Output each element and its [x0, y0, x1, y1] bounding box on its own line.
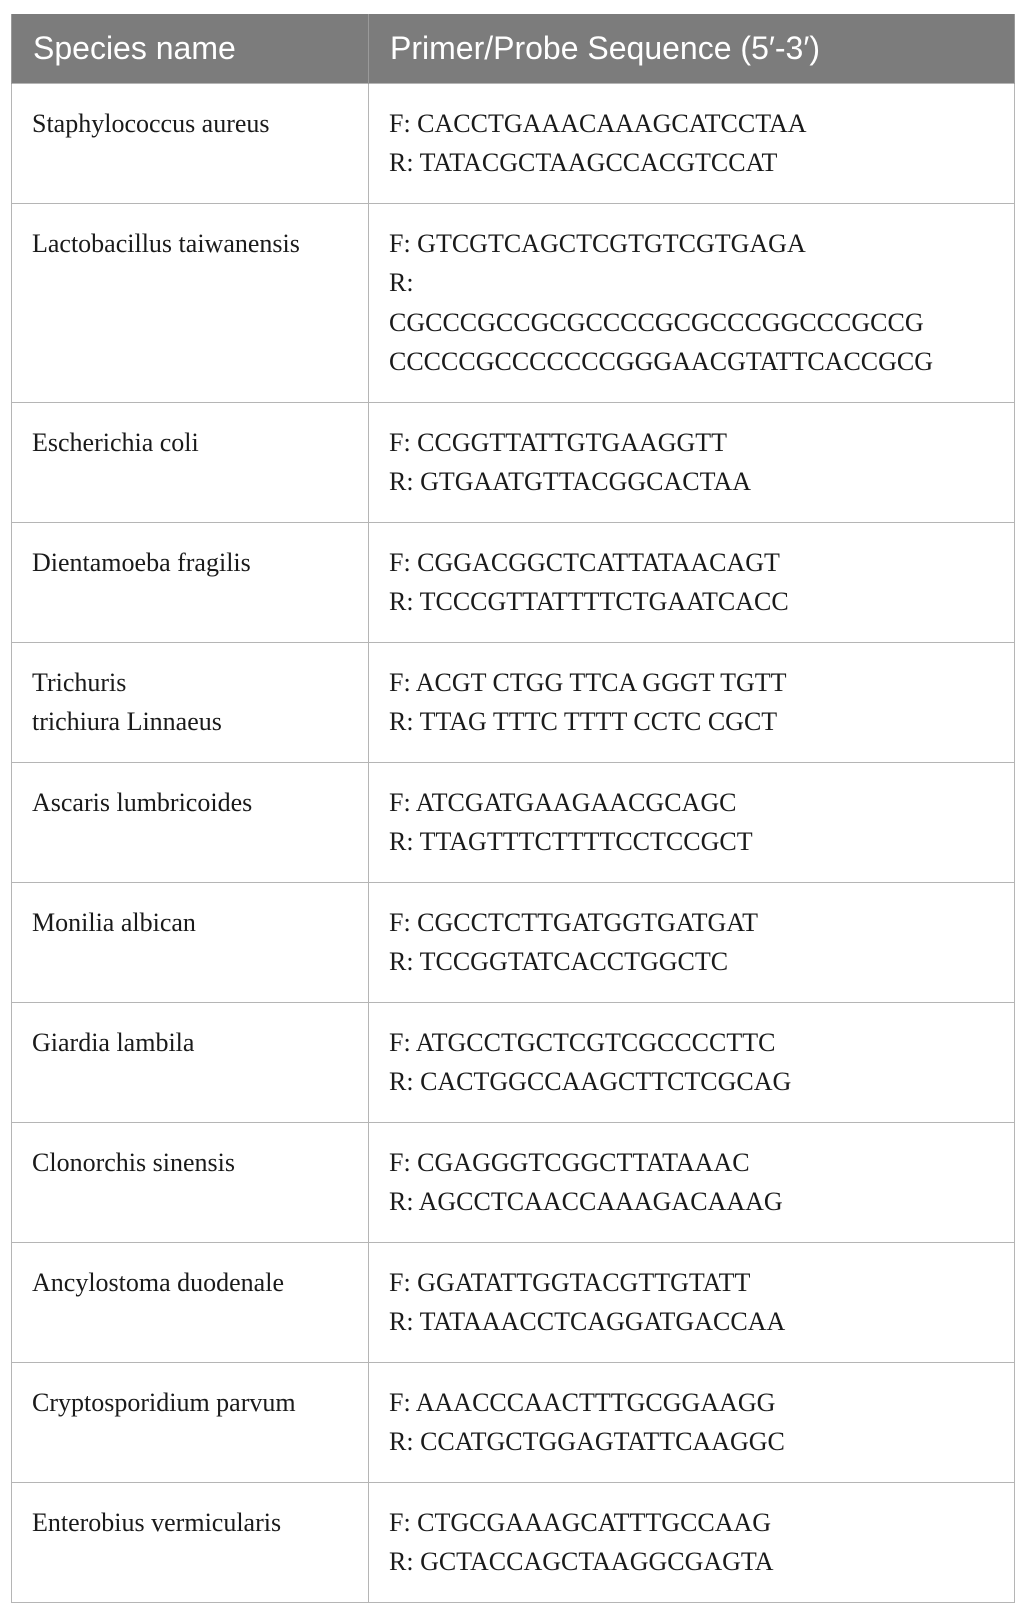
- table-row: [12, 1122, 1015, 1242]
- species-name-cell: [12, 882, 369, 1002]
- primer-sequence-line: R:: [389, 268, 414, 297]
- table-row: [12, 642, 1015, 762]
- species-name-text: Dientamoeba fragilis: [32, 547, 251, 577]
- species-name-cell: [12, 1482, 369, 1602]
- primer-sequence-line: F: CGCCTCTTGATGGTGATGAT: [389, 907, 759, 937]
- species-name-cell: [12, 762, 369, 882]
- primer-sequence-line: F: CGAGGGTCGGCTTATAAAC: [389, 1147, 750, 1177]
- primer-sequence-line: R: TTAG TTTC TTTT CCTC CGCT: [389, 707, 778, 736]
- species-name-text: Clonorchis sinensis: [32, 1147, 235, 1177]
- primer-sequence-cell: [369, 1242, 1015, 1362]
- species-name-text: Monilia albican: [32, 907, 196, 937]
- species-name-text: Escherichia coli: [32, 427, 199, 457]
- primer-sequence-cell: [369, 83, 1015, 203]
- table-row: [12, 522, 1015, 642]
- species-name-text: Giardia lambila: [32, 1027, 195, 1057]
- primer-sequence-line: R: AGCCTCAACCAAAGACAAAG: [389, 1187, 783, 1216]
- primer-sequence-line: F: GTCGTCAGCTCGTGTCGTGAGA: [389, 228, 806, 258]
- species-name-cell: [12, 203, 369, 402]
- species-name-cell: [12, 83, 369, 203]
- primer-table: [11, 14, 1015, 1603]
- species-name-text: Trichuris: [32, 667, 127, 697]
- species-name-text: Lactobacillus taiwanensis: [32, 228, 300, 258]
- species-name-text: trichiura Linnaeus: [32, 707, 222, 736]
- primer-sequence-line: F: CTGCGAAAGCATTTGCCAAG: [389, 1507, 772, 1537]
- table-header-row: [12, 14, 1015, 83]
- species-name-cell: [12, 642, 369, 762]
- primer-sequence-line: F: GGATATTGGTACGTTGTATT: [389, 1267, 751, 1297]
- primer-sequence-cell: [369, 1482, 1015, 1602]
- table-row: [12, 83, 1015, 203]
- primer-sequence-line: R: TCCGGTATCACCTGGCTC: [389, 947, 729, 976]
- primer-sequence-line: R: TTAGTTTCTTTTCCTCCGCT: [389, 827, 753, 856]
- species-name-cell: [12, 1242, 369, 1362]
- species-name-cell: [12, 1002, 369, 1122]
- species-name-cell: [12, 1362, 369, 1482]
- table-row: [12, 1482, 1015, 1602]
- species-name-text: Staphylococcus aureus: [32, 108, 270, 138]
- primer-sequence-line: F: ATCGATGAAGAACGCAGC: [389, 787, 737, 817]
- species-name-text: Ancylostoma duodenale: [32, 1267, 284, 1297]
- header-primer-sequence: Primer/Probe Sequence (5′-3′): [369, 14, 1015, 83]
- table-row: [12, 402, 1015, 522]
- primer-sequence-line: F: CCGGTTATTGTGAAGGTT: [389, 427, 728, 457]
- primer-sequence-cell: [369, 1362, 1015, 1482]
- primer-sequence-cell: [369, 203, 1015, 402]
- species-name-text: Enterobius vermicularis: [32, 1507, 282, 1537]
- table-row: [12, 1362, 1015, 1482]
- species-name-text: Cryptosporidium parvum: [32, 1387, 296, 1417]
- table-row: [12, 1242, 1015, 1362]
- primer-sequence-cell: [369, 762, 1015, 882]
- primer-sequence-line: R: TATACGCTAAGCCACGTCCAT: [389, 148, 778, 177]
- table-row: [12, 203, 1015, 402]
- table-body: [12, 83, 1015, 1602]
- primer-sequence-cell: [369, 522, 1015, 642]
- primer-sequence-cell: [369, 642, 1015, 762]
- primer-sequence-line: R: GTGAATGTTACGGCACTAA: [389, 467, 751, 496]
- primer-sequence-cell: [369, 882, 1015, 1002]
- species-name-cell: [12, 1122, 369, 1242]
- primer-sequence-line: F: AAACCCAACTTTGCGGAAGG: [389, 1387, 776, 1417]
- primer-sequence-line: F: ACGT CTGG TTCA GGGT TGTT: [389, 667, 787, 697]
- primer-sequence-line: R: TCCCGTTATTTTCTGAATCACC: [389, 587, 789, 616]
- table-row: [12, 882, 1015, 1002]
- primer-sequence-line: CCCCCGCCCCCCCGGGAACGTATTCACCGCG: [389, 347, 934, 376]
- table-row: [12, 1002, 1015, 1122]
- primer-sequence-line: R: CACTGGCCAAGCTTCTCGCAG: [389, 1067, 792, 1096]
- primer-sequence-cell: [369, 1002, 1015, 1122]
- primer-sequence-line: R: GCTACCAGCTAAGGCGAGTA: [389, 1547, 774, 1576]
- table-row: [12, 762, 1015, 882]
- primer-sequence-line: F: CACCTGAAACAAAGCATCCTAA: [389, 108, 807, 138]
- primer-sequence-line: R: CCATGCTGGAGTATTCAAGGC: [389, 1427, 785, 1456]
- header-species-name: Species name: [12, 14, 369, 83]
- primer-sequence-line: CGCCCGCCGCGCCCCGCGCCCGGCCCGCCG: [389, 307, 924, 337]
- species-name-cell: [12, 522, 369, 642]
- primer-sequence-line: F: CGGACGGCTCATTATAACAGT: [389, 547, 780, 577]
- primer-sequence-line: F: ATGCCTGCTCGTCGCCCCTTC: [389, 1027, 776, 1057]
- primer-sequence-cell: [369, 1122, 1015, 1242]
- species-name-cell: [12, 402, 369, 522]
- primer-sequence-line: R: TATAAACCTCAGGATGACCAA: [389, 1307, 786, 1336]
- species-name-text: Ascaris lumbricoides: [32, 787, 253, 817]
- primer-sequence-cell: [369, 402, 1015, 522]
